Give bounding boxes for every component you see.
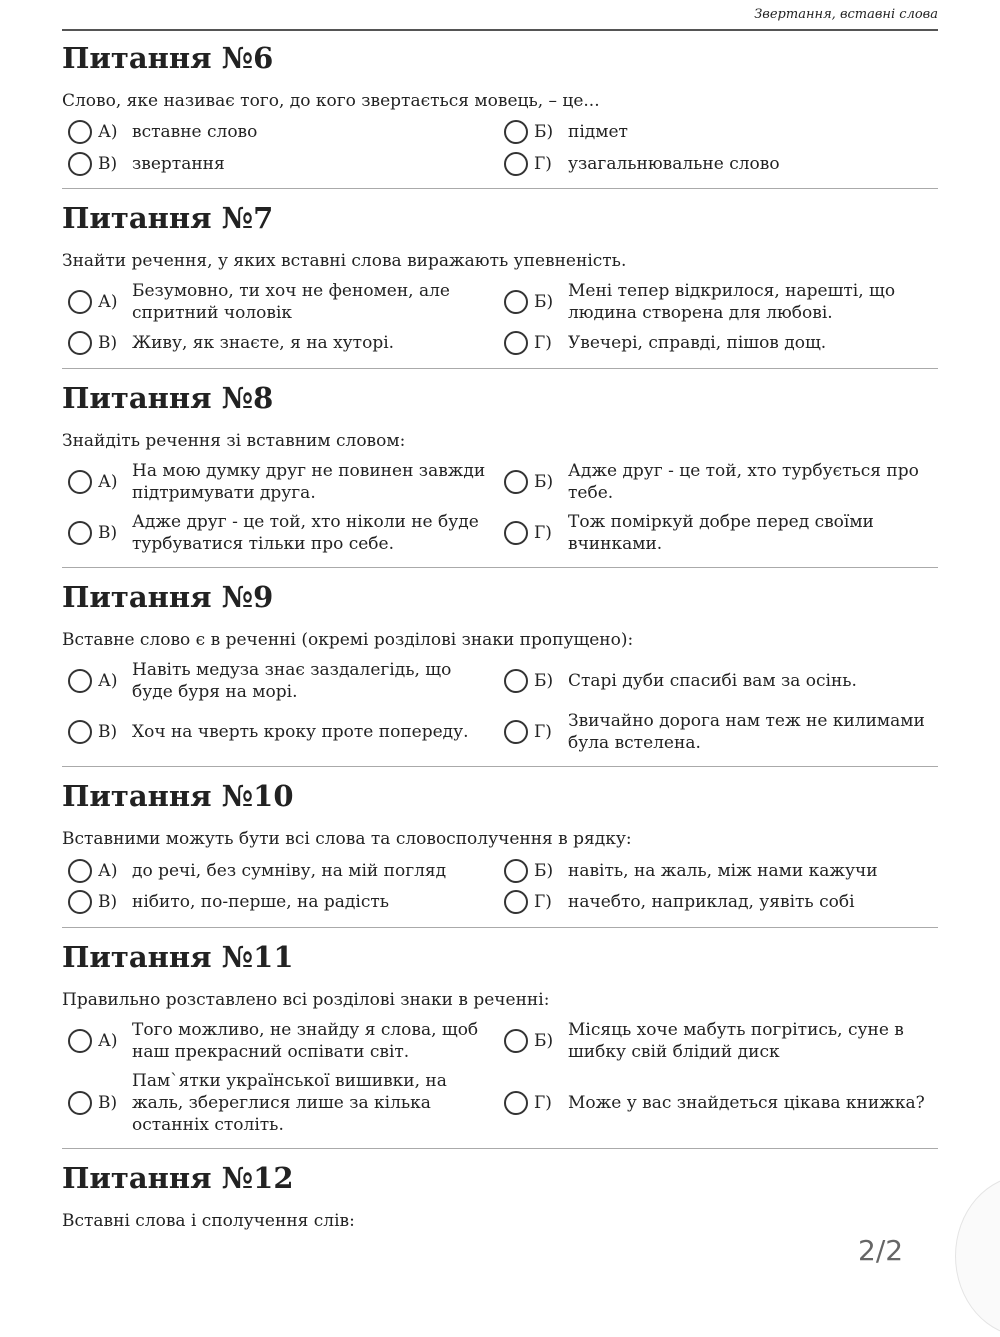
option-text: начебто, наприклад, уявіть собі [568, 892, 855, 912]
option-letter: Б) [534, 671, 554, 691]
section-divider [62, 1148, 938, 1149]
option-letter: Г) [534, 333, 552, 353]
option-text: навіть, на жаль, між нами кажучи [568, 861, 878, 881]
answer-option-c[interactable] [62, 1070, 497, 1136]
question-7 [62, 200, 938, 368]
section-divider [62, 188, 938, 189]
question-prompt: Вставні слова і сполучення слів: [62, 1211, 355, 1231]
option-text: Тож поміркуй добре перед своїми вчинками. [568, 512, 874, 554]
option-letter: А) [98, 122, 118, 142]
answer-option-d[interactable] [498, 331, 933, 355]
option-letter: Г) [534, 1093, 552, 1113]
option-text: Живу, як знаєте, я на хуторі. [132, 333, 395, 353]
answer-option-b[interactable] [498, 859, 933, 883]
option-text: вставне слово [132, 122, 258, 142]
question-title: Питання №7 [62, 201, 274, 235]
option-letter: Г) [534, 892, 552, 912]
option-text: Увечері, справді, пішов дощ. [568, 333, 827, 353]
option-letter: Г) [534, 154, 552, 174]
option-letter: А) [98, 1031, 118, 1051]
radio-circle-icon[interactable] [504, 720, 528, 744]
option-letter: Г) [534, 722, 552, 742]
radio-circle-icon[interactable] [68, 120, 92, 144]
question-10 [62, 778, 938, 928]
answer-option-c[interactable] [62, 710, 497, 754]
question-title: Питання №12 [62, 1161, 294, 1195]
section-divider [62, 927, 938, 928]
option-letter: Б) [534, 861, 554, 881]
option-text: Безумовно, ти хоч не феномен, але спритний чоловік [132, 281, 450, 323]
option-letter: Б) [534, 292, 554, 312]
radio-circle-icon[interactable] [504, 669, 528, 693]
section-divider [62, 567, 938, 568]
page-corner-shadow [955, 1175, 1000, 1337]
answer-option-a[interactable] [62, 120, 497, 144]
option-text: Хоч на чверть кроку проте попереду. [132, 722, 469, 742]
answer-option-c[interactable] [62, 152, 497, 176]
answer-option-b[interactable] [498, 460, 933, 504]
radio-circle-icon[interactable] [504, 890, 528, 914]
answer-option-d[interactable] [498, 890, 933, 914]
question-12 [62, 1160, 938, 1240]
option-letter: А) [98, 861, 118, 881]
question-6 [62, 40, 938, 190]
option-text: звертання [132, 154, 225, 174]
option-text: Адже друг - це той, хто турбується про тебе. [568, 461, 919, 503]
answer-option-a[interactable] [62, 659, 497, 703]
option-letter: В) [98, 523, 118, 543]
radio-circle-icon[interactable] [68, 290, 92, 314]
radio-circle-icon[interactable] [68, 331, 92, 355]
option-text: Навіть медуза знає заздалегідь, що буде буря на морі. [132, 660, 452, 702]
radio-circle-icon[interactable] [68, 1029, 92, 1053]
radio-circle-icon[interactable] [504, 290, 528, 314]
answer-option-c[interactable] [62, 331, 497, 355]
option-letter: Б) [534, 1031, 554, 1051]
option-letter: Б) [534, 472, 554, 492]
section-divider [62, 368, 938, 369]
option-text: Звичайно дорога нам теж не килимами була встелена. [568, 711, 925, 753]
question-prompt: Вставне слово є в реченні (окремі розділові знаки пропущено): [62, 630, 634, 650]
radio-circle-icon[interactable] [504, 152, 528, 176]
option-letter: А) [98, 472, 118, 492]
answer-option-d[interactable] [498, 1070, 933, 1136]
radio-circle-icon[interactable] [68, 152, 92, 176]
option-text: нібито, по-перше, на радість [132, 892, 390, 912]
section-divider [62, 766, 938, 767]
question-prompt: Вставними можуть бути всі слова та словосполучення в рядку: [62, 829, 632, 849]
question-11 [62, 939, 938, 1149]
question-title: Питання №8 [62, 381, 274, 415]
radio-circle-icon[interactable] [504, 859, 528, 883]
question-title: Питання №9 [62, 580, 274, 614]
radio-circle-icon[interactable] [504, 470, 528, 494]
option-letter: Г) [534, 523, 552, 543]
question-prompt: Слово, яке називає того, до кого звертається мовець, – це... [62, 91, 600, 111]
answer-option-d[interactable] [498, 152, 933, 176]
answer-option-b[interactable] [498, 120, 933, 144]
answer-option-b[interactable] [498, 659, 933, 703]
answer-option-a[interactable] [62, 280, 497, 324]
answer-option-a[interactable] [62, 859, 497, 883]
question-prompt: Правильно розставлено всі розділові знаки в реченні: [62, 990, 550, 1010]
option-text: до речі, без сумніву, на мій погляд [132, 861, 447, 881]
option-text: Пам`ятки української вишивки, на жаль, збереглися лише за кілька останніх століть. [132, 1071, 447, 1135]
option-letter: В) [98, 333, 118, 353]
option-letter: В) [98, 892, 118, 912]
option-letter: Б) [534, 122, 554, 142]
question-8 [62, 380, 938, 568]
radio-circle-icon[interactable] [68, 470, 92, 494]
radio-circle-icon[interactable] [68, 890, 92, 914]
radio-circle-icon[interactable] [504, 120, 528, 144]
question-title: Питання №6 [62, 41, 274, 75]
running-header: Звертання, вставні слова [62, 0, 938, 31]
option-text: Адже друг - це той, хто ніколи не буде турбуватися тільки про себе. [132, 512, 479, 554]
question-prompt: Знайти речення, у яких вставні слова виражають упевненість. [62, 251, 627, 271]
option-text: Того можливо, не знайду я слова, щоб наш прекрасний оспівати світ. [132, 1020, 479, 1062]
radio-circle-icon[interactable] [68, 1091, 92, 1115]
answer-option-b[interactable] [498, 280, 933, 324]
radio-circle-icon[interactable] [504, 521, 528, 545]
radio-circle-icon[interactable] [68, 720, 92, 744]
question-prompt: Знайдіть речення зі вставним словом: [62, 431, 406, 451]
option-text: узагальнювальне слово [568, 154, 780, 174]
option-text: Може у вас знайдеться цікава книжка? [568, 1093, 925, 1113]
radio-circle-icon[interactable] [68, 521, 92, 545]
question-9 [62, 579, 938, 767]
option-text: На мою думку друг не повинен завжди підтримувати друга. [132, 461, 486, 503]
option-letter: В) [98, 154, 118, 174]
answer-option-d[interactable] [498, 511, 933, 555]
radio-circle-icon[interactable] [68, 859, 92, 883]
option-text: Старі дуби спасибі вам за осінь. [568, 671, 857, 691]
radio-circle-icon[interactable] [504, 1091, 528, 1115]
option-text: підмет [568, 122, 628, 142]
question-title: Питання №10 [62, 779, 294, 813]
option-letter: А) [98, 671, 118, 691]
answer-option-a[interactable] [62, 1019, 497, 1063]
question-title: Питання №11 [62, 940, 294, 974]
option-letter: В) [98, 722, 118, 742]
radio-circle-icon[interactable] [504, 331, 528, 355]
answer-option-b[interactable] [498, 1019, 933, 1063]
answer-option-c[interactable] [62, 890, 497, 914]
radio-circle-icon[interactable] [68, 669, 92, 693]
answer-option-d[interactable] [498, 710, 933, 754]
answer-option-a[interactable] [62, 460, 497, 504]
option-letter: А) [98, 292, 118, 312]
option-text: Мені тепер відкрилося, нарешті, що людина створена для любові. [568, 281, 896, 323]
answer-option-c[interactable] [62, 511, 497, 555]
page-number: 2/2 [858, 1234, 904, 1267]
option-letter: В) [98, 1093, 118, 1113]
radio-circle-icon[interactable] [504, 1029, 528, 1053]
option-text: Місяць хоче мабуть погрітись, суне в шибку свій блідий диск [568, 1020, 904, 1062]
